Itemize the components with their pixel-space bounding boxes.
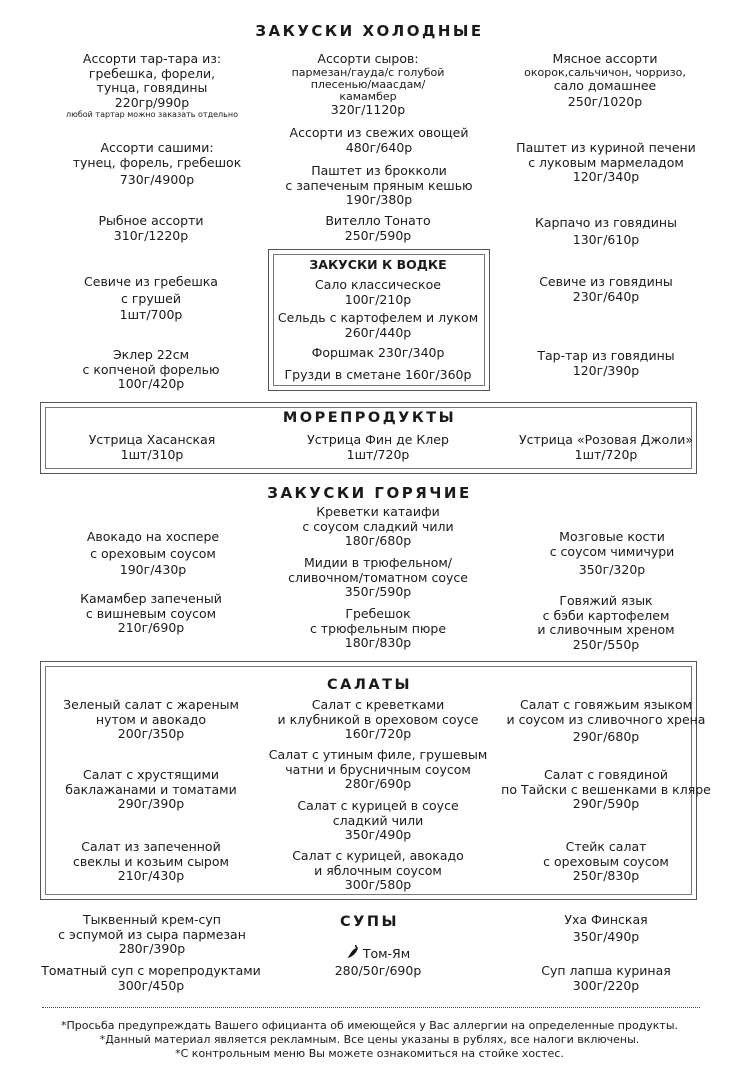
- section-title-soups: СУПЫ: [340, 914, 399, 930]
- menu-item: Устрица «Розовая Джоли» 1шт/720р: [518, 432, 694, 462]
- menu-item: Устрица Фин де Клер 1шт/720р: [307, 432, 449, 462]
- price: 220гр/990р: [114, 94, 190, 110]
- menu-item: Паштет из куриной печени с луковым мармеладом 120г/340р: [516, 140, 696, 184]
- section-title-salads: САЛАТЫ: [326, 677, 413, 693]
- footer-note: *Данный материал является рекламным. Все цены указаны в рублях, все налоги включены.: [99, 1033, 640, 1046]
- price: 250г/590р: [344, 227, 412, 243]
- menu-item: Салат с курицей, авокадо и яблочным соусом 300г/580р: [292, 848, 464, 892]
- menu-item: Салат с утиным филе, грушевым чатни и брусничным соусом 280г/690р: [268, 747, 488, 791]
- menu-item: Ассорти сыров: пармезан/гауда/с голубой плесенью/маасдам/ камамбер 320г/1120р: [291, 51, 445, 117]
- price: 300г/450р: [117, 977, 185, 993]
- price: 350г/490р: [344, 827, 412, 842]
- menu-item: Зеленый салат с жареным нутом и авокадо 200г/350р: [63, 697, 239, 741]
- menu-item: Рыбное ассорти 310г/1220р: [98, 213, 204, 243]
- price: 350г/490р: [572, 928, 640, 944]
- menu-item: Суп лапша куриная 300г/220р: [541, 963, 671, 993]
- menu-item: Говяжий язык с бэби картофелем и сливочным хреном 250г/550р: [537, 593, 675, 652]
- menu-item: Тыквенный крем-суп с эспумой из сыра пармезан 280г/390р: [58, 912, 246, 956]
- menu-item: Устрица Хасанская 1шт/310р: [88, 432, 216, 462]
- menu-item: Камамбер запеченый с вишневым соусом 210г/690р: [80, 591, 222, 635]
- footer-note: *С контрольным меню Вы можете ознакомиться на стойке хостес.: [175, 1047, 564, 1060]
- price: 200г/350р: [117, 726, 185, 741]
- menu-item: Сало классическое 100г/210р: [315, 277, 441, 307]
- menu-item: Паштет из брокколи с запеченым пряным кешью 190г/380р: [285, 163, 473, 207]
- price: 190г/430р: [119, 562, 187, 577]
- footer-notes: [0, 1019, 739, 1061]
- menu-item: Вителло Тонато 250г/590р: [325, 213, 431, 243]
- price: 1шт/720р: [346, 446, 410, 462]
- menu-item: Салат с хрустящими баклажанами и томатами 290г/390р: [65, 767, 237, 811]
- menu-item: Ассорти сашими: тунец, форель, гребешок 730г/4900р: [72, 140, 242, 187]
- price: 100г/210р: [344, 291, 412, 307]
- menu-item: Томатный суп с морепродуктами 300г/450р: [41, 963, 261, 993]
- section-title-seafood: МОРЕПРОДУКТЫ: [282, 410, 457, 426]
- menu-item: Сельдь с картофелем и луком 260г/440р: [277, 310, 479, 340]
- price: 730г/4900р: [119, 172, 195, 187]
- menu-item: Салат с курицей в соусе сладкий чили 350г/490р: [297, 798, 459, 842]
- menu-item: Мясное ассорти окорок,сальчичон, чорризо, сало домашнее 250г/1020р: [524, 51, 686, 109]
- price: 210г/690р: [117, 620, 185, 635]
- menu-item: Карпачо из говядины 130г/610р: [535, 215, 677, 247]
- price: 320г/1120р: [330, 101, 406, 117]
- price: 290г/680р: [572, 729, 640, 744]
- price: 350г/320р: [578, 562, 646, 577]
- menu-item: Салат с креветками и клубникой в ореховом соусе 160г/720р: [277, 697, 479, 741]
- price: 300г/580р: [344, 877, 412, 892]
- menu-item: Мозговые кости с соусом чимичури 350г/320р: [549, 529, 675, 577]
- menu-item: Салат из запеченной свеклы и козьим сыром 210г/430р: [73, 839, 229, 883]
- price: 130г/610р: [572, 231, 640, 247]
- menu-item: Гребешок с трюфельным пюре 180г/830р: [309, 606, 447, 650]
- section-title-cold: ЗАКУСКИ ХОЛОДНЫЕ: [255, 22, 484, 40]
- price: 100г/420р: [117, 376, 185, 391]
- price: 210г/430р: [117, 868, 185, 883]
- section-title-hot: ЗАКУСКИ ГОРЯЧИЕ: [267, 484, 472, 502]
- menu-item: Уха Финская 350г/490р: [564, 912, 648, 944]
- menu-item: Форшмак 230г/340р: [311, 345, 445, 360]
- price: 260г/440р: [344, 324, 412, 340]
- menu-item: Салат с говядиной по Тайски с вешенками в кляре 290г/590р: [501, 767, 711, 811]
- dotted-divider: [42, 1007, 700, 1008]
- menu-item: Эклер 22см с копченой форелью 100г/420р: [82, 347, 220, 391]
- menu-item: Том-Ям 280/50г/690р: [334, 945, 422, 978]
- menu-item: Салат с говяжьим языком и соусом из сливочного хрена 290г/680р: [506, 697, 706, 744]
- price: 230г/640р: [572, 288, 640, 304]
- price: 290г/390р: [117, 796, 185, 811]
- price: 120г/340р: [572, 169, 640, 184]
- price: 160г/720р: [344, 726, 412, 741]
- price: 120г/390р: [572, 362, 640, 378]
- price: 300г/220р: [572, 977, 640, 993]
- price: 250г/1020р: [567, 94, 643, 109]
- section-title-vodka: ЗАКУСКИ К ВОДКЕ: [309, 257, 447, 272]
- price: 190г/380р: [345, 192, 413, 207]
- menu-item: Севиче из говядины 230г/640р: [539, 274, 673, 304]
- menu-item: Ассорти из свежих овощей 480г/640р: [289, 125, 469, 155]
- menu-item: Креветки катаифи с соусом сладкий чили 180г/680р: [302, 504, 454, 548]
- price: 250г/550р: [572, 636, 640, 652]
- price: 280г/690р: [344, 776, 412, 791]
- price: 1шт/720р: [574, 446, 638, 462]
- menu-item: Тар-тар из говядины 120г/390р: [537, 348, 675, 378]
- menu-item: Ассорти тар-тара из: гребешка, форели, тунца, говядины 220гр/990р любой тартар можно заказать отдельно: [66, 51, 238, 119]
- menu-item: Мидии в трюфельном/ сливочном/томатном соусе 350г/590р: [288, 555, 468, 599]
- price: 280г/390р: [118, 941, 186, 956]
- price: 480г/640р: [345, 139, 413, 155]
- menu-item: Стейк салат с ореховым соусом 250г/830р: [543, 839, 669, 883]
- footer-note: *Просьба предупреждать Вашего официанта об имеющейся у Вас аллергии на определенные продукты.: [60, 1019, 679, 1032]
- menu-item: Севиче из гребешка с грушей 1шт/700р: [84, 274, 218, 322]
- menu-item: Авокадо на хоспере с ореховым соусом 190г/430р: [86, 529, 220, 577]
- price: 1шт/700р: [119, 307, 183, 322]
- chili-pepper-icon: [346, 944, 360, 964]
- price: 280/50г/690р: [334, 962, 422, 978]
- price: 310г/1220р: [113, 227, 189, 243]
- menu-item: Грузди в сметане 160г/360р: [284, 367, 472, 382]
- price: 1шт/310р: [120, 446, 184, 462]
- price: 180г/680р: [344, 533, 412, 548]
- price: 290г/590р: [572, 796, 640, 811]
- price: 250г/830р: [572, 868, 640, 883]
- price: 350г/590р: [344, 584, 412, 599]
- price: 180г/830р: [344, 635, 412, 650]
- note: любой тартар можно заказать отдельно: [66, 110, 238, 119]
